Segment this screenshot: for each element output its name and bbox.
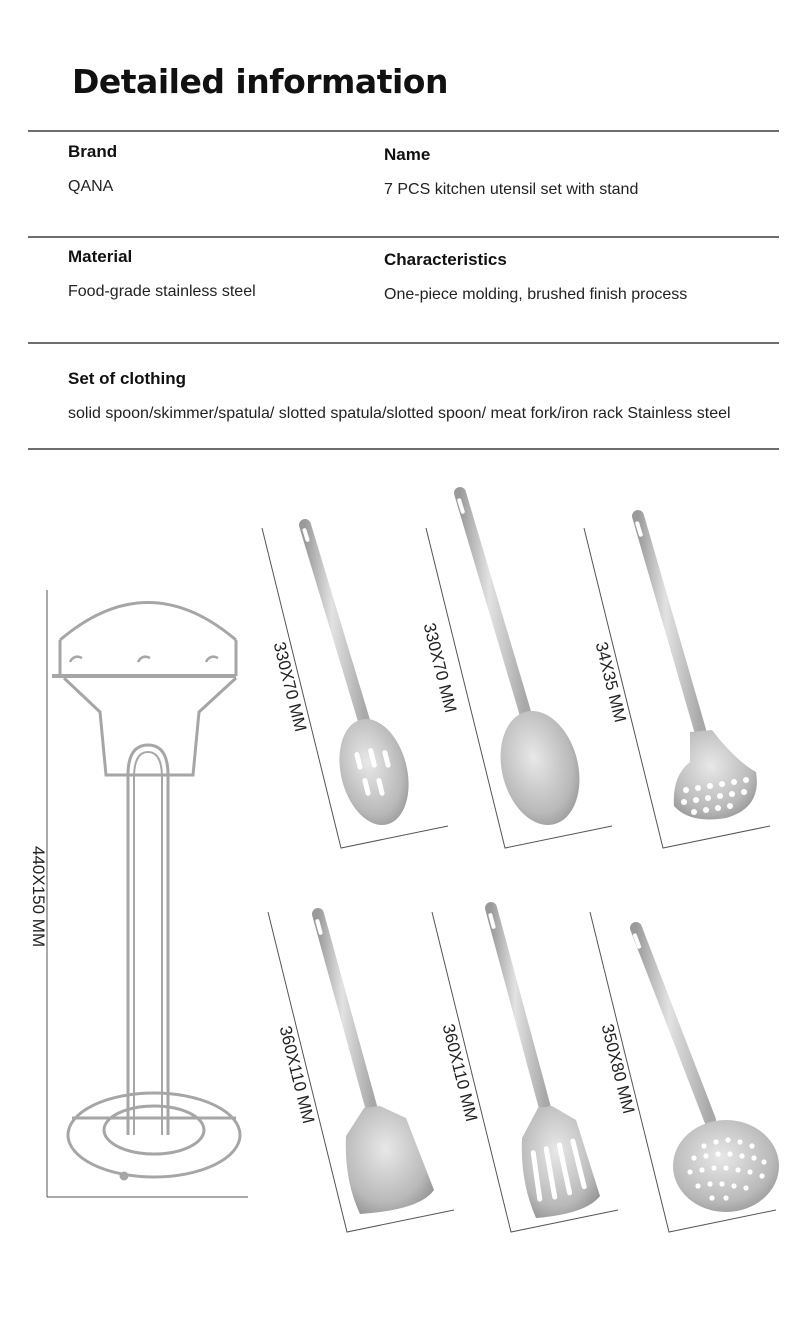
solid-spoon-dimension-label: 330X70 MM — [419, 621, 461, 715]
stand-dimension-label: 440X150 MM — [29, 846, 48, 948]
slotted-spatula-image — [488, 908, 600, 1218]
skimmer-dimension-label: 350X80 MM — [597, 1022, 639, 1116]
characteristics-label: Characteristics — [384, 250, 507, 269]
material-value: Food-grade stainless steel — [68, 283, 256, 300]
masher-dimension-label: 34X35 MM — [591, 640, 630, 725]
solid-spoon-image — [457, 493, 591, 833]
material-label: Material — [68, 247, 133, 266]
name-value: 7 PCS kitchen utensil set with stand — [384, 181, 639, 198]
utensil-stand — [52, 603, 240, 1180]
masher-image — [635, 516, 757, 820]
set-value: solid spoon/skimmer/spatula/ slotted spatula/slotted spoon/ meat fork/iron rack Stainless steel — [68, 405, 731, 422]
name-label: Name — [384, 145, 431, 164]
set-label: Set of clothing — [68, 369, 187, 388]
brand-label: Brand — [68, 142, 118, 161]
spatula-dimension-label: 360X110 MM — [275, 1024, 319, 1126]
characteristics-value: One-piece molding, brushed finish process — [384, 286, 688, 303]
slotted-spoon-image — [302, 525, 419, 832]
page-title: Detailed information — [72, 62, 448, 101]
skimmer-image — [632, 928, 779, 1212]
slotted-spoon-dimension-label: 330X70 MM — [269, 640, 311, 734]
brand-value: QANA — [68, 178, 114, 195]
slotted-spatula-dimension-label: 360X110 MM — [438, 1022, 482, 1124]
spatula-image — [315, 914, 434, 1214]
